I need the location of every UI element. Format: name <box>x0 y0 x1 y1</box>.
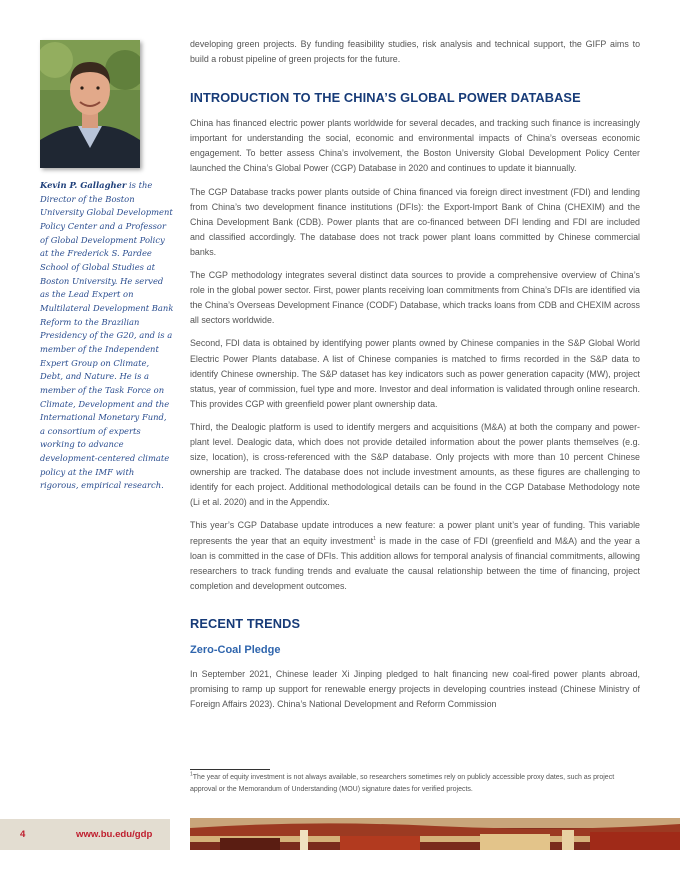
footnote-marker: 1 <box>190 771 193 778</box>
author-portrait-image <box>40 40 140 168</box>
author-name: Kevin P. Gallagher <box>40 180 127 190</box>
footer-url-link[interactable]: www.bu.edu/gdp <box>76 829 153 840</box>
paragraph <box>190 518 640 593</box>
author-bio-text: is the Director of the Boston University Global Development Policy Center and a Professor of Global Development Policy at the Frederick S. Pardee School of Global Studies at Boston University. He served as the Lead Expert on Multilateral Development Bank Reform to the Brazilian Presidency of the G20, and is a member of the Independent Expert Group on Climate, Debt, and Nature. He is a member of the Task Force on Climate, Development and the International Monetary Fund, a consortium of experts working to advance development-centered climate policy at the IMF with rigorous, empirical research. <box>40 180 174 491</box>
author-bio <box>40 179 174 493</box>
section-heading-recent-trends: RECENT TRENDS <box>190 615 301 631</box>
author-photo <box>40 40 140 168</box>
paragraph: In September 2021, Chinese leader Xi Jinping pledged to halt financing new coal-fired power plants abroad, promising to ramp up support for renewable energy projects in developing countries instead (Chinese Ministry of Foreign Affairs 2023). China’s National Development and Reform Commission <box>190 668 640 710</box>
footnote-divider <box>190 769 270 770</box>
footnote-reference[interactable]: 1 <box>373 535 376 542</box>
paragraph-text: This year’s CGP Database update introduces a new feature: a power plant unit’s year of funding. This variable represents the year that an equity investment <box>190 520 640 546</box>
paragraph: Second, FDI data is obtained by identifying power plants owned by Chinese companies in the S&P Global World Electric Power Plants database. A list of Chinese companies is matched to firms recorded in the S&P data to identify Chinese ownership. The S&P dataset has key indicators such as power generation capacity (MW), project status, year of commission, fuel type and more. Investor and deal information is validated through online research. This provides CGP with greenfield power plant ownership data. <box>190 338 640 409</box>
paragraph: The CGP methodology integrates several distinct data sources to provide a comprehensive overview of China’s role in the global power sector. First, power plants receiving loan commitments from China’s DFIs are identified via the China’s Overseas Development Finance (CODF) Database, which tracks loans from CDB and CHEXIM across all sectors worldwide. <box>190 270 640 326</box>
section-heading-introduction: INTRODUCTION TO THE CHINA’S GLOBAL POWER DATABASE <box>190 90 581 106</box>
main-column <box>190 37 640 720</box>
footer-banner-image <box>190 818 680 850</box>
intro-continuation: developing green projects. By funding feasibility studies, risk analysis and technical support, the GIFP aims to build a robust pipeline of green projects for the future. <box>190 39 640 65</box>
paragraph: The CGP Database tracks power plants outside of China financed via foreign direct investment (FDI) and lending from China’s two development finance institutions (DFIs): the Export-Import Bank of China (CHEXIM) and the China Development Bank (CDB). Power plants that are co-financed between DFI lending and FDI are included and classified accordingly. The database does not track power plant loans committed by Chinese commercial banks. <box>190 186 640 257</box>
temple-roof-image <box>190 818 680 850</box>
paragraph: Third, the Dealogic platform is used to identify mergers and acquisitions (M&A) at both the company and power-plant level. Dealogic data, which does not provide detailed information about the power plants themselves (e.g. size, location), is cross-referenced with the S&P database. Only projects with more than 10 percent Chinese ownership are tracked. The database does not include investment amounts, as these figures are challenging to identify for each project. Additional methodological details can be found in the CGP Database Methodology note (Li et al. 2020) and in the Appendix. <box>190 421 640 508</box>
paragraph-text: is made in the case of FDI (greenfield and M&A) and the year a loan is committed in the case of DFIs. This addition allows for temporal analysis of financial commitments, allowing researchers to track funding trends and evaluate the causal relationship between the time of financing, project completion and development outcomes. <box>190 535 640 591</box>
page-number: 4 <box>20 829 26 840</box>
subsection-heading-zero-coal: Zero-Coal Pledge <box>190 643 281 656</box>
paragraph: China has financed electric power plants worldwide for several decades, and tracking such finance is increasingly important for understanding the social, economic and environmental impacts of China’s overseas economic engagement. To better assess China’s involvement, the Boston University Global Development Policy Center launched the China’s Global Power (CGP) Database in 2020 and continues to update it biannually. <box>190 118 640 174</box>
footnote-text: The year of equity investment is not always available, so researchers sometimes rely on publicly accessible proxy dates, such as project approval or the Memorandum of Understanding (MOU) signature dates for verified projects. <box>190 774 615 793</box>
footnote <box>190 772 640 795</box>
